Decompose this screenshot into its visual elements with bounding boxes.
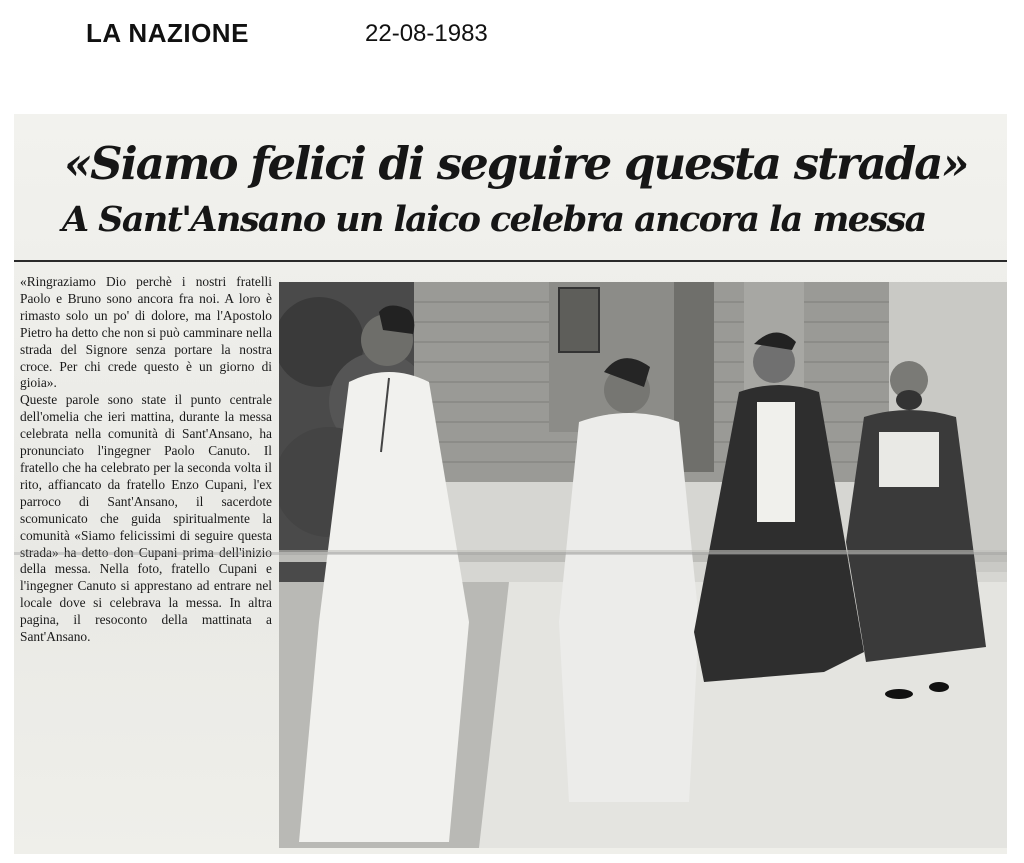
article-subheadline: A Sant'Ansano un laico celebra ancora la messa xyxy=(62,199,926,240)
newspaper-clipping xyxy=(14,114,1007,854)
paper-fold-line xyxy=(14,552,1007,555)
article-paragraph: «Ringraziamo Dio perchè i nostri fratelli Paolo e Bruno sono ancora fra noi. A loro è rimasto solo un po' di dolore, ma l'Apostolo Pietro ha detto che non si può camminare nella strada del Signore senza portare la nostra croce. Per chi crede questo è un giorno di gioia». xyxy=(20,274,272,391)
article-headline: «Siamo felici di seguire questa strada» xyxy=(64,137,968,190)
headline-divider xyxy=(14,260,1007,262)
publication-date: 22-08-1983 xyxy=(365,20,488,47)
photo-illustration xyxy=(279,282,1007,848)
article-body xyxy=(20,274,272,646)
newspaper-name: LA NAZIONE xyxy=(86,18,249,48)
article-photo xyxy=(279,282,1007,848)
article-paragraph: Queste parole sono state il punto centrale dell'omelia che ieri mattina, durante la messa celebrata nella comunità di Sant'Ansano, ha pronunciato l'ingegner Paolo Canuto. Il fratello che ha celebrato per la seconda volta il rito, affiancato da fratello Enzo Cupani, l'ex parroco di Sant'Ansano, il sacerdote scomunicato che guida spiritualmente la comunità «Siamo felicissimi di seguire questa strada» ha detto don Cupani prima dell'inizio della messa. Nella foto, fratello Cupani e l'ingegner Canuto si apprestano ad entrare nel locale dove si celebrava la messa. In altra pagina, il resoconto della mattinata a Sant'Ansano. xyxy=(20,392,272,645)
